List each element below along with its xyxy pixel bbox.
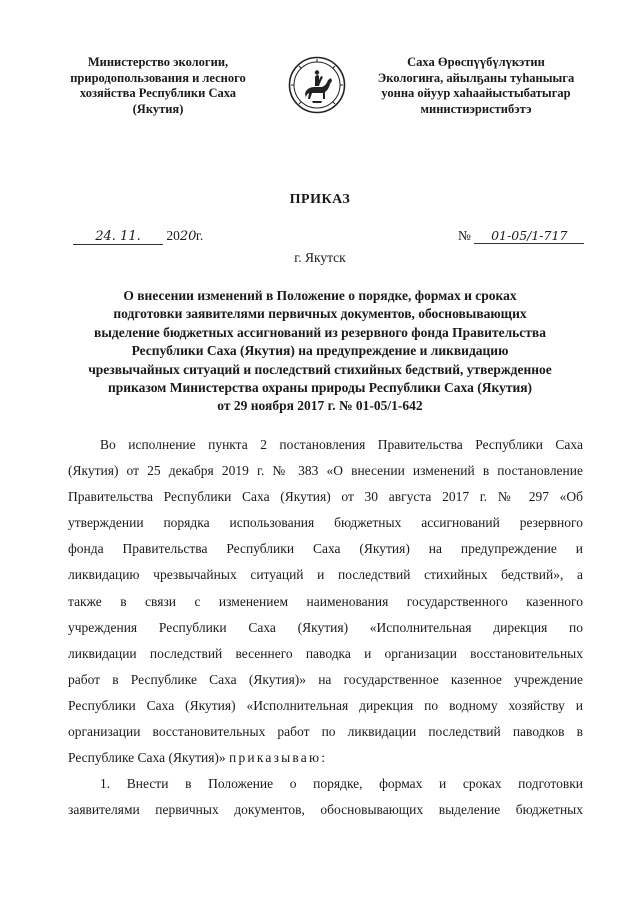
ministry-line: уонна ойуур хаһаайыстыбатыгар — [381, 86, 571, 100]
body-line-last — [68, 745, 583, 771]
body-line: Республики Саха (Якутия) «Исполнительная дирекция по водному хозяйству и — [68, 697, 583, 713]
ministry-line: хозяйства Республики Саха — [79, 86, 237, 100]
sakha-coat-of-arms-icon — [288, 56, 346, 114]
item-1-line: 1. Внести в Положение о порядке, формах и сроках подготовки — [100, 776, 583, 792]
document-title — [60, 287, 580, 416]
body-line: Правительства Республики Саха (Якутия) от 30 августа 2017 г. № 297 «Об — [68, 489, 583, 505]
year-suffix: г. — [195, 228, 204, 243]
body-line: также в связи с изменением наименования государственного казенного — [68, 593, 583, 609]
body-line: Во исполнение пункта 2 постановления Правительства Республики Саха — [100, 437, 583, 452]
body-line-text: Республике Саха (Якутия)» — [68, 750, 226, 766]
body-line: работ в Республике Саха (Якутия)» на государственное казенное учреждение — [68, 671, 583, 687]
document-type-heading: ПРИКАЗ — [289, 192, 351, 207]
handwritten-date: 24. 11. — [73, 229, 163, 245]
ministry-line: Саха Өрөспүүбүлүкэтин — [407, 55, 545, 69]
document-number — [458, 228, 584, 244]
ministry-line: (Якутия) — [132, 101, 184, 116]
title-line: подготовки заявителями первичных документов, обосновывающих — [113, 306, 527, 322]
body-line: организации восстановительных работ по ликвидации последствий паводков в — [68, 724, 583, 740]
document-date — [73, 228, 203, 245]
body-line: учреждения Республики Саха (Якутия) «Исполнительная дирекция по — [68, 619, 583, 635]
ministry-name-russian — [52, 55, 264, 117]
title-line: приказом Министерства охраны природы Республики Саха (Якутия) — [107, 380, 533, 396]
body-line: утверждении порядка использования бюджетных ассигнований резервного — [68, 515, 583, 531]
item-1-line: заявителями первичных документов, обосновывающих выделение бюджетных — [68, 802, 583, 818]
order-word: приказываю: — [229, 750, 328, 766]
handwritten-number: 01-05/1-717 — [474, 228, 584, 244]
number-sign: № — [458, 228, 471, 243]
ministry-line: природопользования и лесного — [70, 70, 246, 85]
ministry-line: Экологиҥа, айылҕаны туһаныыга — [377, 70, 575, 85]
title-line: выделение бюджетных ассигнований из резервного фонда Правительства — [94, 324, 546, 340]
ministry-line: Министерство экологии, — [87, 55, 229, 69]
body-line: фонда Правительства Республики Саха (Якутия) на предупреждение и — [68, 541, 583, 557]
ministry-line: министиэристибэтэ — [420, 101, 532, 116]
title-line: от 29 ноября 2017 г. № 01-05/1-642 — [217, 398, 423, 414]
ministry-name-sakha — [360, 55, 592, 117]
body-line: ликвидацию чрезвычайных ситуаций и последствий стихийных бедствий», а — [68, 567, 583, 583]
title-line: О внесении изменений в Положение о порядке, формах и сроках — [123, 288, 517, 303]
document-body — [68, 432, 583, 823]
title-line: чрезвычайных ситуаций и последствий стихийных бедствий, утвержденное — [88, 361, 552, 377]
title-line: Республики Саха (Якутия) на предупреждение и ликвидацию — [131, 343, 509, 359]
year-prefix: 20 — [166, 228, 180, 243]
body-line: ликвидации последствий весеннего паводка и организации восстановительных — [68, 645, 583, 661]
handwritten-year: 20 — [179, 229, 197, 244]
document-city: г. Якутск — [294, 250, 346, 265]
body-line: (Якутия) от 25 декабря 2019 г. № 383 «О внесении изменений в постановление — [68, 463, 583, 479]
